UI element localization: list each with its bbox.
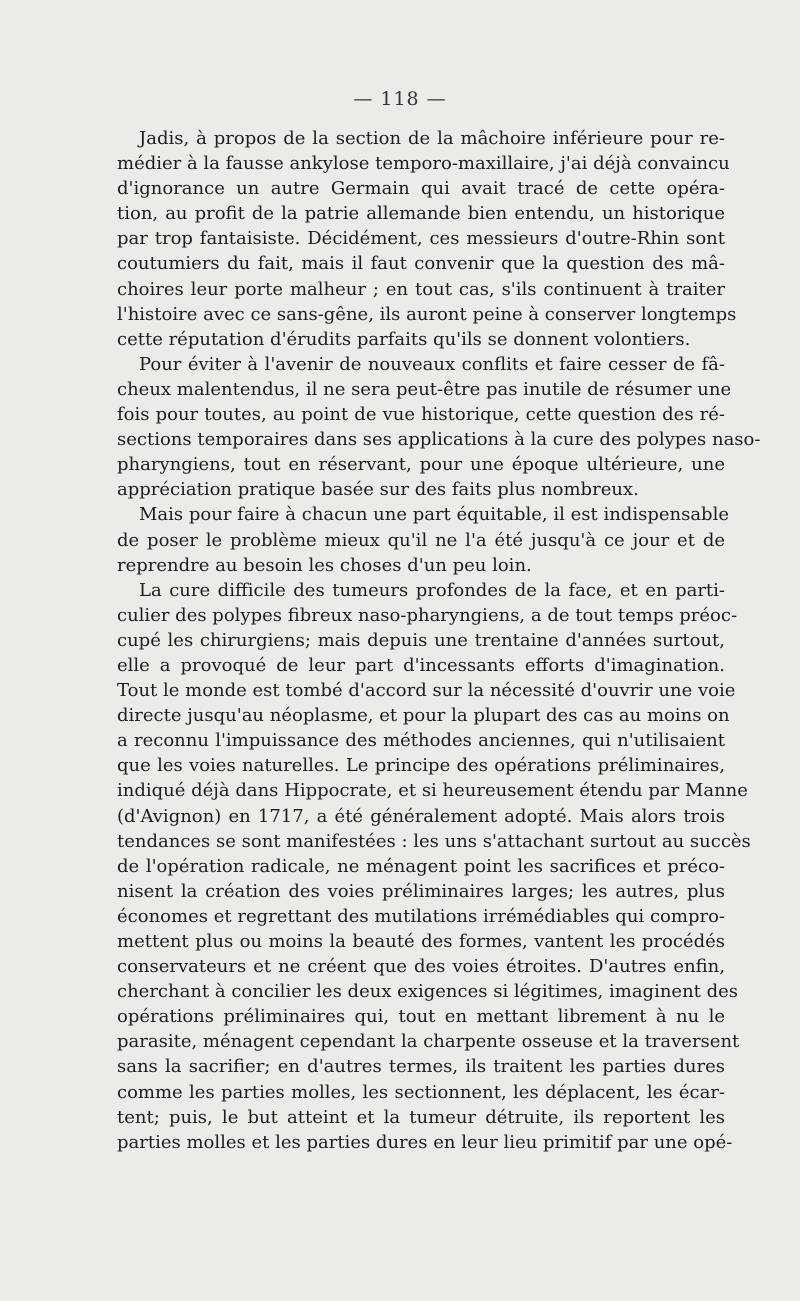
paragraph xyxy=(117,352,761,503)
paragraph xyxy=(117,126,737,352)
text-line: fois pour toutes, au point de vue historique, cette question des ré- xyxy=(117,404,725,426)
text-line: Pour éviter à l'avenir de nouveaux conflits et faire cesser de fâ- xyxy=(139,353,725,375)
text-line: l'histoire avec ce sans-gêne, ils auront peine à conserver longtemps xyxy=(117,303,737,325)
text-line: de poser le problème mieux qu'il ne l'a été jusqu'à ce jour et de xyxy=(117,529,725,551)
text-line: Tout le monde est tombé d'accord sur la nécessité d'ouvrir une voie xyxy=(117,680,736,702)
text-line: tion, au profit de la patrie allemande bien entendu, un historique xyxy=(117,203,725,225)
text-line: médier à la fausse ankylose temporo-maxillaire, j'ai déjà convaincu xyxy=(117,153,730,175)
text-line: économes et regrettant des mutilations irrémédiables qui compro- xyxy=(117,905,725,927)
text-line: d'ignorance un autre Germain qui avait tracé de cette opéra- xyxy=(117,178,725,200)
text-line: indiqué déjà dans Hippocrate, et si heureusement étendu par Manne xyxy=(117,780,748,802)
text-line: conservateurs et ne créent que des voies étroites. D'autres enfin, xyxy=(117,956,725,978)
text-line: de l'opération radicale, ne ménagent point les sacrifices et préco- xyxy=(117,855,725,877)
text-line: pharyngiens, tout en réservant, pour une époque ultérieure, une xyxy=(117,454,725,476)
text-line: cette réputation d'érudits parfaits qu'ils se donnent volontiers. xyxy=(117,328,691,350)
text-line: reprendre au besoin les choses d'un peu loin. xyxy=(117,554,532,576)
text-line: directe jusqu'au néoplasme, et pour la plupart des cas au moins on xyxy=(117,705,730,727)
text-line: par trop fantaisiste. Décidément, ces messieurs d'outre-Rhin sont xyxy=(117,228,725,250)
page-number: — 118 — xyxy=(353,88,447,110)
text-line: a reconnu l'impuissance des méthodes anciennes, qui n'utilisaient xyxy=(117,730,725,752)
text-line: tendances se sont manifestées : les uns s'attachant surtout au succès xyxy=(117,830,751,852)
text-line: culier des polypes fibreux naso-pharyngiens, a de tout temps préoc- xyxy=(117,604,738,626)
body-text xyxy=(117,126,761,1155)
text-line: sections temporaires dans ses applications à la cure des polypes naso- xyxy=(117,429,761,451)
paragraph xyxy=(117,502,729,577)
text-line: parties molles et les parties dures en leur lieu primitif par une opé- xyxy=(117,1131,733,1153)
text-line: elle a provoqué de leur part d'incessants efforts d'imagination. xyxy=(117,654,725,676)
text-line: tent; puis, le but atteint et la tumeur détruite, ils reportent les xyxy=(117,1106,725,1128)
text-line: comme les parties molles, les sectionnent, les déplacent, les écar- xyxy=(117,1081,725,1103)
text-line: sans la sacrifier; en d'autres termes, ils traitent les parties dures xyxy=(117,1056,725,1078)
text-line: Mais pour faire à chacun une part équitable, il est indispensable xyxy=(139,504,729,526)
text-line: appréciation pratique basée sur des faits plus nombreux. xyxy=(117,479,639,501)
paragraph xyxy=(117,578,751,1155)
text-line: que les voies naturelles. Le principe des opérations préliminaires, xyxy=(117,755,725,777)
text-line: nisent la création des voies préliminaires larges; les autres, plus xyxy=(117,880,725,902)
text-line: opérations préliminaires qui, tout en mettant librement à nu le xyxy=(117,1006,725,1028)
text-line: cherchant à concilier les deux exigences si légitimes, imaginent des xyxy=(117,981,739,1003)
text-line: Jadis, à propos de la section de la mâchoire inférieure pour re- xyxy=(139,128,725,149)
text-line: parasite, ménagent cependant la charpente osseuse et la traversent xyxy=(117,1031,740,1053)
text-line: coutumiers du fait, mais il faut convenir que la question des mâ- xyxy=(117,253,725,275)
text-line: mettent plus ou moins la beauté des formes, vantent les procédés xyxy=(117,931,725,952)
text-line: (d'Avignon) en 1717, a été généralement adopté. Mais alors trois xyxy=(117,805,725,827)
text-line: La cure difficile des tumeurs profondes de la face, et en parti- xyxy=(139,579,725,601)
text-line: cupé les chirurgiens; mais depuis une trentaine d'années surtout, xyxy=(117,629,725,651)
text-line: cheux malentendus, il ne sera peut-être pas inutile de résumer une xyxy=(117,378,732,400)
text-line: choires leur porte malheur ; en tout cas, s'ils continuent à traiter xyxy=(117,278,725,300)
